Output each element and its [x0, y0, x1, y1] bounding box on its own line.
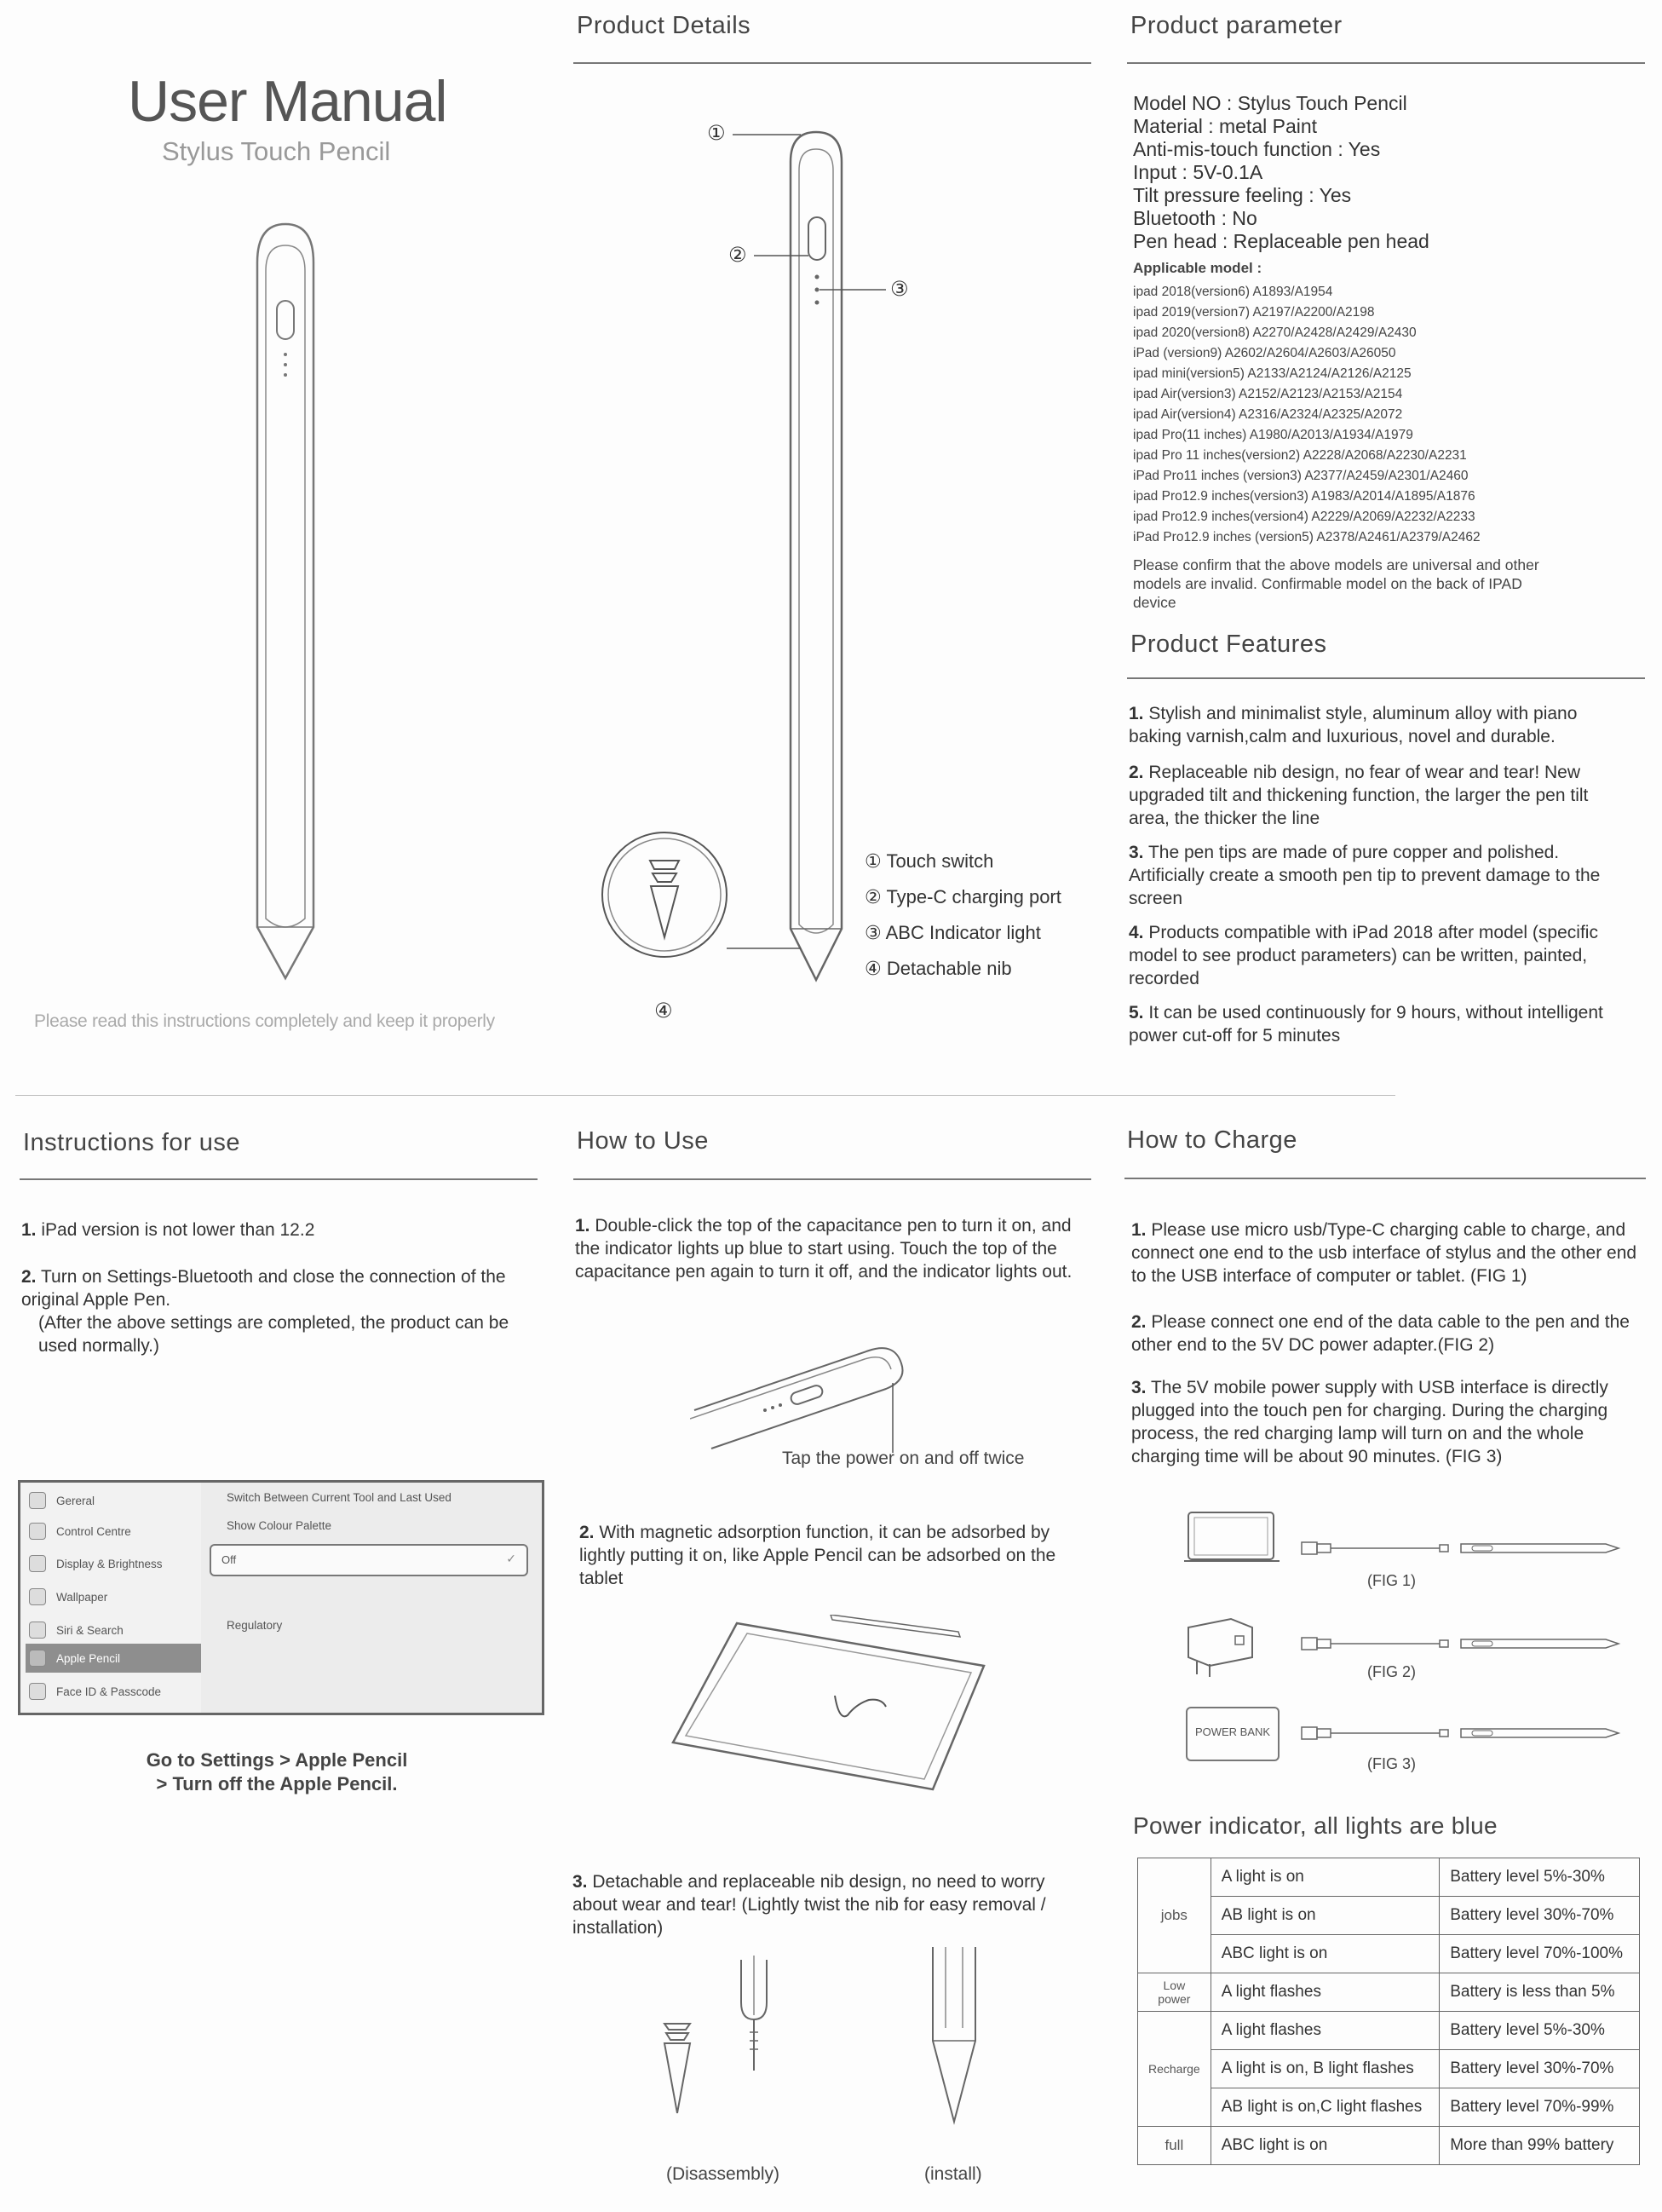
- model-item: ipad Air(version4) A2316/A2324/A2325/A2072: [1133, 407, 1403, 422]
- feature-1: 1. Stylish and minimalist style, aluminum alloy with piano baking varnish,calm and luxurious, novel and durable.: [1129, 704, 1578, 746]
- power-bank-label: POWER BANK: [1194, 1725, 1271, 1738]
- model-item: ipad 2020(version8) A2270/A2428/A2429/A2430: [1133, 325, 1417, 340]
- face-id-icon: [29, 1683, 46, 1700]
- cover-pencil-illustration: [247, 220, 324, 987]
- group-recharge: Recharge: [1138, 2012, 1211, 2127]
- level-cell: Battery level 5%-30%: [1440, 1858, 1640, 1897]
- instruction-2: 2. Turn on Settings-Bluetooth and close the connection of the original Apple Pen. (After the above settings are completed, the product can be used normally.): [21, 1267, 509, 1356]
- settings-item-face-id[interactable]: Face ID & Passcode: [26, 1677, 201, 1706]
- cover-subtitle: Stylus Touch Pencil: [162, 136, 391, 166]
- setting-off-value: Off: [221, 1553, 237, 1566]
- tablet-illustration: [669, 1615, 992, 1794]
- level-cell: Battery level 5%-30%: [1440, 2012, 1640, 2050]
- pencil-icon: [29, 1650, 46, 1667]
- how-to-use-2: 2. With magnetic adsorption function, it can be adsorbed by lightly putting it on, like Apple Pencil can be adsorbed on the tablet: [579, 1523, 1056, 1588]
- cover-footer: Please read this instructions completely and keep it properly: [34, 1011, 495, 1031]
- state-cell: ABC light is on: [1211, 1935, 1440, 1973]
- callout-1: ①: [707, 122, 726, 145]
- table-row: [1138, 1973, 1640, 2012]
- product-details-title: Product Details: [577, 12, 751, 39]
- model-item: ipad Air(version3) A2152/A2123/A2153/A2154: [1133, 387, 1403, 401]
- model-item: ipad 2018(version6) A1893/A1954: [1133, 285, 1333, 299]
- legend-charging-port: ② Type-C charging port: [865, 886, 1061, 907]
- instructions-rule: [20, 1178, 538, 1180]
- param-tilt: Tilt pressure feeling : Yes: [1133, 184, 1352, 206]
- product-features-title: Product Features: [1130, 631, 1327, 658]
- legend-detachable-nib: ④ Detachable nib: [865, 958, 1012, 979]
- fig2-caption: (FIG 2): [1367, 1663, 1416, 1680]
- setting-switch-tool[interactable]: Switch Between Current Tool and Last Used: [227, 1491, 451, 1504]
- settings-sidebar: [20, 1483, 201, 1713]
- product-parameter-rule: [1127, 62, 1645, 64]
- settings-item-general[interactable]: Gereral: [26, 1486, 201, 1515]
- level-cell: Battery level 70%-100%: [1440, 1935, 1640, 1973]
- callout-4: ④: [654, 999, 673, 1022]
- feature-4: 4. Products compatible with iPad 2018 after model (specific model to see product parameters) can be written, painted, recorded: [1129, 923, 1598, 988]
- power-bank-box: [1186, 1707, 1280, 1761]
- param-list: [1133, 92, 1429, 253]
- param-input: Input : 5V-0.1A: [1133, 161, 1263, 183]
- feature-5: 5. It can be used continuously for 9 hours, without intelligent power cut-off for 5 minutes: [1129, 1003, 1603, 1046]
- model-item: ipad Pro(11 inches) A1980/A2013/A1934/A1979: [1133, 428, 1413, 442]
- control-centre-icon: [29, 1523, 46, 1540]
- settings-detail: [201, 1483, 542, 1713]
- table-row: [1138, 2088, 1640, 2127]
- level-cell: Battery level 30%-70%: [1440, 1897, 1640, 1935]
- settings-item-wallpaper[interactable]: Wallpaper: [26, 1582, 201, 1611]
- level-cell: Battery level 70%-99%: [1440, 2088, 1640, 2127]
- power-indicator-table: [1137, 1858, 1640, 2165]
- feature-2: 2. Replaceable nib design, no fear of wear and tear! New upgraded tilt and thickening function, the larger the pen tilt area, the thicker the line: [1129, 763, 1589, 828]
- nib-install-illustration: [929, 1947, 980, 2134]
- state-cell: AB light is on,C light flashes: [1211, 2088, 1440, 2127]
- state-cell: A light is on, B light flashes: [1211, 2050, 1440, 2088]
- applicable-model-label: Applicable model :: [1133, 260, 1262, 276]
- model-item: iPad (version9) A2602/A2604/A2603/A26050: [1133, 346, 1396, 360]
- how-to-charge-rule: [1124, 1178, 1646, 1179]
- state-cell: ABC light is on: [1211, 2127, 1440, 2165]
- setting-colour-palette[interactable]: Show Colour Palette: [227, 1519, 332, 1532]
- legend-indicator-light: ③ ABC Indicator light: [865, 922, 1041, 943]
- tap-caption: Tap the power on and off twice: [782, 1449, 1025, 1468]
- level-cell: More than 99% battery: [1440, 2127, 1640, 2165]
- display-icon: [29, 1555, 46, 1572]
- how-to-charge-title: How to Charge: [1127, 1126, 1297, 1154]
- how-to-use-1: 1. Double-click the top of the capacitance pen to turn it on, and the indicator lights up blue to start using. Touch the top of the capacitance pen again to turn it off, and the indicator lights out.: [575, 1216, 1073, 1282]
- level-cell: Battery is less than 5%: [1440, 1973, 1640, 2012]
- state-cell: AB light is on: [1211, 1897, 1440, 1935]
- group-low-power: Low power: [1138, 1973, 1211, 2012]
- charge-2: 2. Please connect one end of the data cable to the pen and the other end to the 5V DC power adapter.(FIG 2): [1131, 1312, 1630, 1355]
- param-anti-touch: Anti-mis-touch function : Yes: [1133, 138, 1381, 160]
- param-material: Material : metal Paint: [1133, 115, 1318, 137]
- model-item: iPad Pro12.9 inches (version5) A2378/A2461/A2379/A2462: [1133, 530, 1481, 544]
- table-row: [1138, 1897, 1640, 1935]
- charge-3: 3. The 5V mobile power supply with USB interface is directly plugged into the touch pen for charging. During the charging process, the red charging lamp will turn on and the whole charging time will be about 90 minutes. (FIG 3): [1131, 1378, 1608, 1466]
- how-to-use-3: 3. Detachable and replaceable nib design, no need to worry about wear and tear! (Lightly twist the nib for easy removal / installation): [572, 1872, 1046, 1938]
- table-row: [1138, 2050, 1640, 2088]
- settings-item-display[interactable]: Display & Brightness: [26, 1549, 201, 1578]
- checkmark-icon: ✓: [506, 1552, 516, 1565]
- siri-icon: [29, 1622, 46, 1639]
- setting-regulatory[interactable]: Regulatory: [227, 1619, 283, 1632]
- fig1-caption: (FIG 1): [1367, 1572, 1416, 1589]
- settings-item-apple-pencil[interactable]: Apple Pencil: [26, 1644, 201, 1673]
- callout-2: ②: [728, 244, 747, 267]
- fig3-cable-illustration: [1295, 1717, 1627, 1751]
- settings-item-control-centre[interactable]: Control Centre: [26, 1517, 201, 1546]
- general-icon: [29, 1492, 46, 1509]
- param-bluetooth: Bluetooth : No: [1133, 207, 1257, 229]
- instructions-title: Instructions for use: [23, 1129, 240, 1156]
- panel-divider: [15, 1095, 1395, 1096]
- model-list: [1133, 282, 1481, 548]
- disassembly-caption: (Disassembly): [666, 2164, 780, 2184]
- settings-caption: Go to Settings > Apple Pencil > Turn off the Apple Pencil.: [146, 1749, 408, 1794]
- setting-off-field[interactable]: [210, 1544, 528, 1576]
- wallpaper-icon: [29, 1588, 46, 1605]
- fig3-caption: (FIG 3): [1367, 1755, 1416, 1772]
- table-row: [1138, 2127, 1640, 2165]
- product-features-rule: [1127, 677, 1645, 679]
- legend-touch-switch: ① Touch switch: [865, 850, 994, 872]
- level-cell: Battery level 30%-70%: [1440, 2050, 1640, 2088]
- cover-title: User Manual: [128, 69, 447, 134]
- param-pen-head: Pen head : Replaceable pen head: [1133, 230, 1429, 252]
- table-row: [1138, 2012, 1640, 2050]
- instruction-1: 1. iPad version is not lower than 12.2: [21, 1220, 315, 1240]
- model-item: ipad mini(version5) A2133/A2124/A2126/A2125: [1133, 366, 1412, 381]
- nib-disassembly-illustration: [656, 1951, 792, 2139]
- product-parameter-title: Product parameter: [1130, 12, 1343, 39]
- install-caption: (install): [924, 2164, 982, 2184]
- state-cell: A light flashes: [1211, 2012, 1440, 2050]
- model-item: ipad Pro12.9 inches(version4) A2229/A2069/A2232/A2233: [1133, 510, 1475, 524]
- model-note: Please confirm that the above models are universal and other models are invalid. Confirmable model on the back of IPAD device: [1133, 556, 1539, 611]
- model-item: iPad Pro11 inches (version3) A2377/A2459/A2301/A2460: [1133, 469, 1469, 483]
- settings-screenshot: [18, 1480, 544, 1715]
- state-cell: A light is on: [1211, 1858, 1440, 1897]
- how-to-use-title: How to Use: [577, 1127, 709, 1155]
- table-row: [1138, 1858, 1640, 1897]
- model-item: ipad Pro12.9 inches(version3) A1983/A2014/A1895/A1876: [1133, 489, 1475, 504]
- charge-1: 1. Please use micro usb/Type-C charging cable to charge, and connect one end to the usb interface of stylus and the other end to the USB interface of computer or tablet. (FIG 1): [1131, 1220, 1637, 1286]
- callout-3: ③: [890, 278, 909, 301]
- model-item: ipad 2019(version7) A2197/A2200/A2198: [1133, 305, 1375, 320]
- power-indicator-title: Power indicator, all lights are blue: [1133, 1812, 1498, 1839]
- table-row: [1138, 1935, 1640, 1973]
- settings-item-siri[interactable]: Siri & Search: [26, 1616, 201, 1645]
- product-details-rule: [573, 62, 1091, 64]
- group-full: full: [1138, 2127, 1211, 2165]
- group-jobs: jobs: [1138, 1858, 1211, 1973]
- tap-pen-illustration: [690, 1342, 912, 1457]
- feature-3: 3. The pen tips are made of pure copper and polished. Artificially create a smooth pen tip to prevent damage to the screen: [1129, 843, 1601, 908]
- param-model: Model NO : Stylus Touch Pencil: [1133, 92, 1407, 114]
- model-item: ipad Pro 11 inches(version2) A2228/A2068/A2230/A2231: [1133, 448, 1467, 463]
- fig1-laptop-illustration: [1184, 1508, 1627, 1568]
- state-cell: A light flashes: [1211, 1973, 1440, 2012]
- how-to-use-rule: [573, 1178, 1091, 1180]
